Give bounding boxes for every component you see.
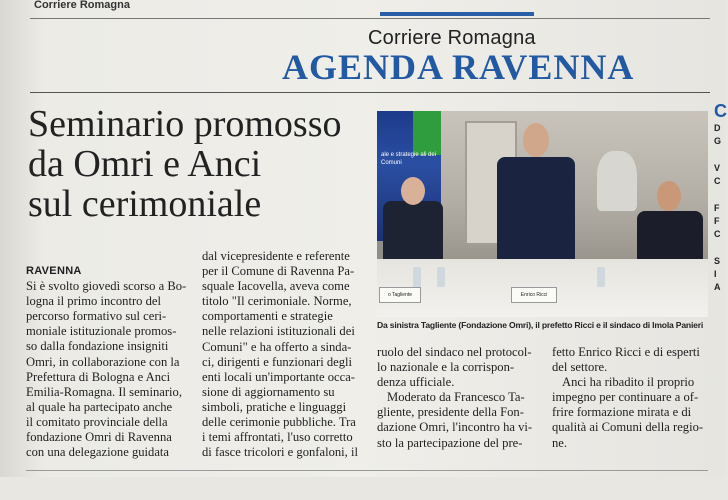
edge-letter: V [714,163,721,173]
text-line: sto la partecipazione del pre- [377,435,523,450]
text-line: di fasce tricolori e gonfaloni, il [202,445,358,460]
dateline: RAVENNA [26,265,82,277]
article-column-1 [26,264,194,460]
section-kicker: Corriere Romagna [368,27,536,49]
text-line: percorso formativo sul ceri- [26,309,167,324]
edge-letter: I [714,269,717,279]
text-line: con una delegazione guidata [26,445,170,460]
text-line: comportamenti e strategie [202,309,333,324]
bottom-rule [26,470,708,471]
nameplate: Enrico Ricci [511,287,557,303]
photo-banner-text: ale e strategie ali dei Comuni [381,152,437,166]
text-line: fondazione Omri di Ravenna [26,430,172,445]
adjacent-article-edge [714,100,728,500]
section-accent-bar [380,12,534,16]
text-line: frire formazione mirata e di [552,405,692,420]
photo-caption: Da sinistra Tagliente (Fondazione Omri), il prefetto Ricci e il sindaco di Imola Panieri [377,320,704,330]
text-line: ci, dirigenti e funzionari degli [202,354,353,369]
person-head [401,177,425,205]
text-line: denza ufficiale. [377,375,455,390]
text-line: del settore. [552,360,608,375]
edge-letter: F [714,203,720,213]
photo-statue [597,151,637,211]
headline-line: da Omri e Anci [28,143,262,185]
edge-letter: C [714,176,721,186]
text-line: nelle relazioni istituzionali dei [202,324,355,339]
text-line: titolo "Il cerimoniale. Norme, [202,294,352,309]
edge-letter: S [714,256,721,266]
text-line: sione di aggiornamento su [202,384,335,399]
text-line: Omri, in collaborazione con la [26,354,180,369]
text-line: delle cerimonie pubbliche. Tra [202,415,356,430]
water-bottle [597,267,605,287]
text-line: Prefettura di Bologna e Anci [26,369,171,384]
article-photo [377,111,708,317]
water-bottle [413,267,421,287]
text-line: Emilia-Romagna. Il seminario, [26,384,182,399]
text-line: Moderato da Francesco Ta- [387,390,525,405]
nameplate: o Tagliente [379,287,421,303]
text-line: dal vicepresidente e referente [202,249,350,263]
text-line: moniale istituzionale promos- [26,324,177,339]
text-line: gliente, presidente della Fon- [377,405,524,420]
text-line: enti locali un'importante occa- [202,369,355,384]
top-rule [30,18,710,19]
text-line: impegno per continuare a of- [552,390,699,405]
text-line: dazione Omri, l'incontro ha vi- [377,420,533,435]
text-line: logna il primo incontro del [26,294,162,309]
article-column-4 [552,345,712,451]
water-bottle [437,267,445,287]
edge-letter: F [714,216,720,226]
text-line: Comuni" e ha offerto a sinda- [202,339,352,354]
text-line: ruolo del sindaco nel protocol- [377,345,532,359]
edge-letter: A [714,282,721,292]
text-line: ne. [552,435,568,450]
text-line: per il Comune di Ravenna Pa- [202,264,355,279]
headline-line: Seminario promosso [28,103,342,145]
section-rule [30,92,710,93]
headline-line: sul cerimoniale [28,183,262,225]
person-head [657,181,681,211]
person-head [523,123,549,157]
text-line: Anci ha ribadito il proprio [562,375,695,390]
photo-banner-accent [413,111,441,155]
text-line: simboli, pratiche e linguaggi [202,399,347,414]
text-line: squale Iacovella, aveva come [202,279,350,294]
text-line: il comitato provinciale della [26,414,168,429]
text-line: i temi affrontati, l'uso corretto [202,430,353,445]
article-column-3 [377,345,543,451]
edge-letter: G [714,136,722,146]
text-line: fetto Enrico Ricci e di esperti [552,345,700,359]
text-line: so dalla fondazione insigniti [26,339,169,354]
text-line: Si è svolto giovedì scorso a Bo- [26,279,187,294]
edge-letter: D [714,123,721,133]
article-headline [28,104,368,224]
article-column-2 [202,249,368,460]
text-line: lo nazionale e la corrispon- [377,360,515,375]
edge-letter: C [714,229,721,239]
text-line: al quale ha partecipato anche [26,399,173,414]
edge-letter: C [714,101,727,121]
section-title: AGENDA RAVENNA [282,47,635,87]
text-line: qualità ai Comuni della regio- [552,420,704,435]
masthead-small: Corriere Romagna [34,0,130,11]
